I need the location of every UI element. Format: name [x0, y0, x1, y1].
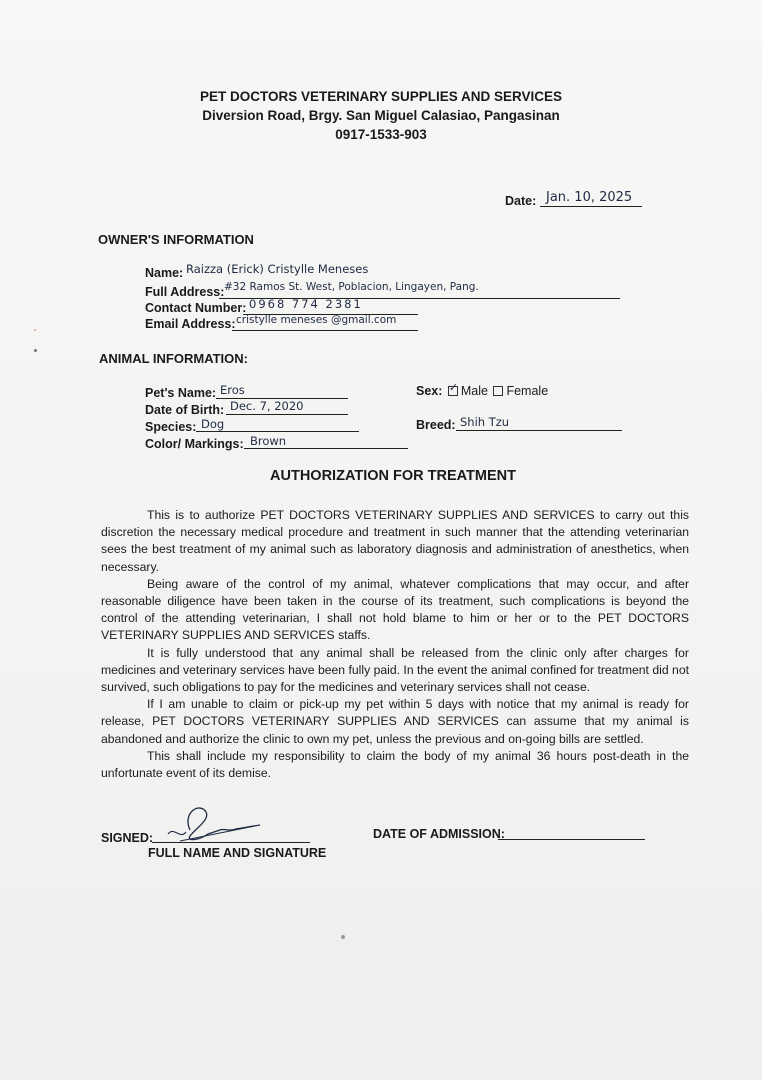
breed-value: Shih Tzu — [460, 415, 510, 429]
dob-value: Dec. 7, 2020 — [230, 399, 304, 413]
admission-line — [498, 839, 645, 840]
authorization-paragraph: Being aware of the control of my animal, whatever complications that may occur, and after reasonable diligence have been taken in the course of its treatment, such complications is beyond the control of the attending veterinarian, I shall not hold blame to him or her or to the PET DOCTORS VETERINARY SUPPLIES AND SERVICES staffs. — [101, 576, 689, 643]
email-line — [232, 330, 418, 331]
company-name: PET DOCTORS VETERINARY SUPPLIES AND SERVICES — [199, 89, 563, 104]
sex-label: Sex: — [416, 384, 443, 398]
owner-section-title: OWNER'S INFORMATION — [98, 232, 254, 247]
male-option-label: Male — [460, 384, 488, 398]
authorization-paragraph: This is to authorize PET DOCTORS VETERINARY SUPPLIES AND SERVICES to carry out this discretion the necessary medical procedure and treatment in such manner that the attending veterinarian sees the best treatment of my animal such as laboratory diagnosis and administration of anesthetics, when necessary. — [101, 508, 689, 574]
address-label: Full Address: — [145, 285, 225, 299]
address-value: #32 Ramos St. West, Poblacion, Lingayen, Pang. — [224, 281, 479, 293]
email-value: cristylle meneses @gmail.com — [236, 314, 397, 326]
authorization-paragraph: It is fully understood that any animal shall be released from the clinic only after charges for medicines and veterinary services have been fully paid. In the event the animal confined for treatment did not survived, such obligations to pay for the medicines and veterinary services shall not cease. — [101, 645, 689, 695]
scan-speck — [341, 935, 345, 939]
color-line — [244, 448, 408, 449]
sex-field — [416, 384, 548, 398]
email-label: Email Address: — [145, 317, 236, 331]
authorization-title: AUTHORIZATION FOR TREATMENT — [270, 468, 516, 484]
pet-name-label: Pet's Name: — [145, 386, 217, 400]
scan-speck — [34, 349, 37, 352]
breed-line — [456, 430, 622, 431]
species-label: Species: — [145, 420, 197, 434]
name-value: Raizza (Erick) Cristylle Meneses — [186, 262, 369, 276]
color-value: Brown — [250, 434, 287, 448]
authorization-paragraph: If I am unable to claim or pick-up my pet within 5 days with notice that my animal is ready for release, PET DOCTORS VETERINARY SUPPLIES AND SERVICES can assume that my animal is abandoned and authorize the clinic to own my pet, unless the previous and on-going bills are settled. — [101, 697, 689, 746]
contact-label: Contact Number: — [145, 301, 247, 315]
male-checkbox[interactable] — [448, 386, 458, 396]
company-phone: 0917-1533-903 — [335, 127, 427, 142]
handwritten-signature — [168, 808, 260, 841]
authorization-body — [101, 507, 689, 782]
contact-value: 0968 774 2381 — [249, 297, 363, 311]
date-line — [540, 206, 642, 207]
date-value: Jan. 10, 2025 — [546, 190, 633, 205]
signature-caption: FULL NAME AND SIGNATURE — [148, 846, 327, 860]
female-checkbox[interactable] — [493, 386, 503, 396]
name-label: Name: — [145, 266, 184, 280]
authorization-paragraph: This shall include my responsibility to claim the body of my animal 36 hours post-death in the unfortunate event of its demise. — [101, 748, 689, 781]
species-line — [196, 431, 359, 432]
admission-label: DATE OF ADMISSION: — [373, 827, 505, 841]
signature-mark — [160, 800, 270, 850]
female-option-label: Female — [506, 384, 549, 398]
scan-speck — [34, 329, 36, 331]
signed-label: SIGNED: — [101, 831, 154, 845]
company-address: Diversion Road, Brgy. San Miguel Calasiao, Pangasinan — [202, 108, 560, 123]
dob-line — [226, 414, 348, 415]
pet-name-value: Eros — [220, 383, 245, 397]
species-value: Dog — [201, 417, 225, 431]
animal-section-title: ANIMAL INFORMATION: — [99, 351, 248, 366]
color-label: Color/ Markings: — [145, 437, 244, 451]
dob-label: Date of Birth: — [145, 403, 225, 417]
date-label: Date: — [505, 194, 537, 208]
breed-label: Breed: — [416, 418, 456, 432]
